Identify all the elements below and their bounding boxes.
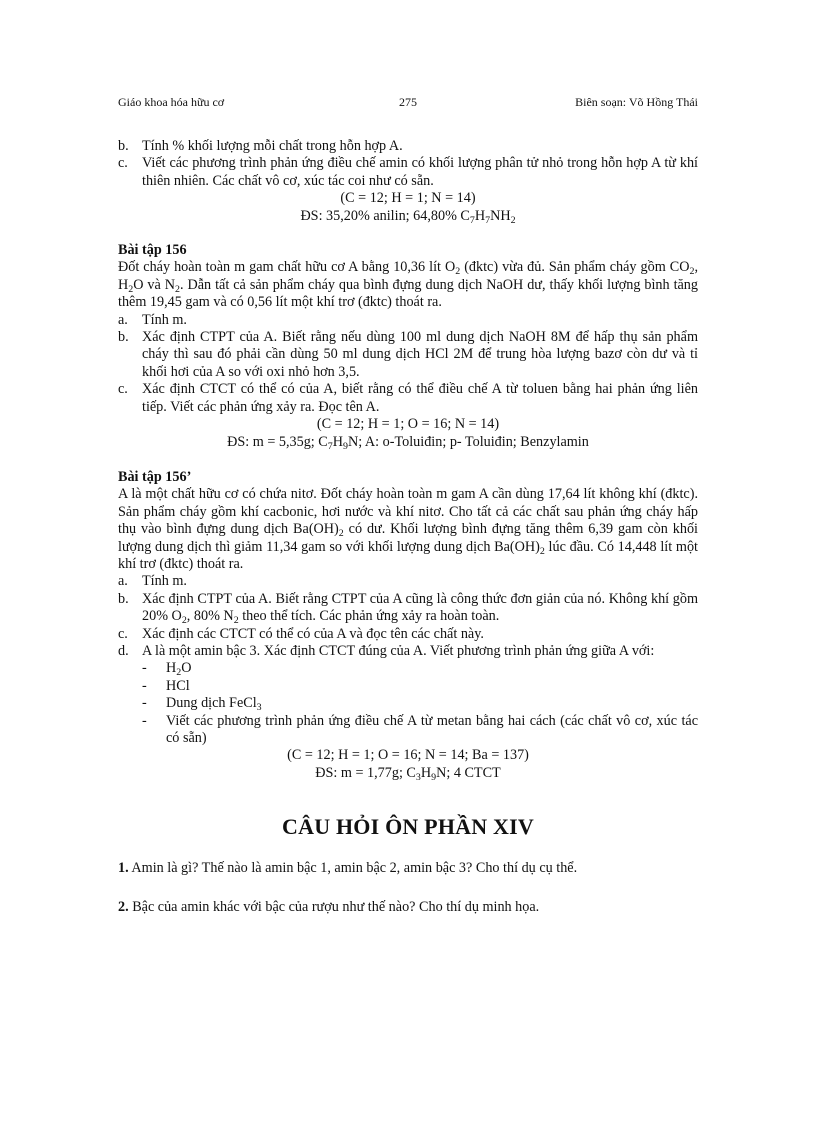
exercise-156-prime-statement: A là một chất hữu cơ có chứa nitơ. Đốt cháy hoàn toàn m gam A cần dùng 17,64 lít không khí (đktc). Sản phẩm cháy gồm khí cacbonic, hơi nước và khí nitơ. Cho tất cả các chất sau phản ứng cháy hấp thụ vào bình đựng dung dịch $Ba(OH)_2$ có dư. Khối lượng bình đựng tăng thêm 6,39 gam còn khối lượng dung dịch thì giảm 11,34 gam so với khối lượng dung dịch $Ba(OH)_2$ lúc đầu. Có 14,448 lít một khí trơ (đktc) thoát ra. bbox=[118, 486, 698, 572]
question-number: 1. bbox=[118, 859, 129, 876]
question-text: Amin là gì? Thế nào là amin bậc 1, amin bậc 2, amin bậc 3? Cho thí dụ cụ thể. bbox=[131, 859, 578, 876]
prev-item-b bbox=[118, 138, 698, 155]
review-question-2 bbox=[118, 899, 698, 916]
header-page-number: 275 bbox=[399, 95, 417, 109]
sub-item-water: - $H_2O$ bbox=[142, 660, 192, 679]
exercise-heading-156: Bài tập 156 bbox=[118, 242, 187, 259]
exercise-156-statement: Đốt cháy hoàn toàn m gam chất hữu cơ A bằng 10,36 lít $O_2$ (đktc) vừa đủ. Sản phẩm cháy gồm $CO_2$, $H_2O$ và $N_2$. Dẫn tất cả sản phẩm cháy qua bình đựng dung dịch NaOH dư, thấy khối lượng bình tăng thêm 19,45 gam và có 0,56 lít một khí trơ (đktc) thoát ra. bbox=[118, 259, 698, 311]
item-text: Tính % khối lượng mỗi chất trong hỗn hợp A. bbox=[142, 138, 403, 154]
header-book-title: Giáo khoa hóa hữu cơ bbox=[118, 95, 225, 109]
item-text: Viết các phương trình phản ứng điều chế amin có khối lượng phân tử nhỏ trong hỗn hợp A từ khí thiên nhiên. Các chất vô cơ, xúc tác coi như có sẵn. bbox=[142, 155, 698, 189]
exercise-156-prime-item-a: a. Tính m. bbox=[118, 573, 187, 590]
page-header bbox=[118, 95, 698, 111]
question-number: 2. bbox=[118, 899, 129, 916]
review-question-1 bbox=[118, 860, 698, 877]
question-text: Bậc của amin khác với bậc của rượu như thế nào? Cho thí dụ minh họa. bbox=[132, 899, 540, 916]
answer-line: ĐS: m = 1,77g; $C_3H_9N$; 4 CTCT bbox=[315, 764, 501, 783]
exercise-heading-156-prime: Bài tập 156’ bbox=[118, 468, 192, 485]
exercise-156-item-a: a. Tính m. bbox=[118, 311, 187, 328]
sub-item-synthesis: - Viết các phương trình phản ứng điều chế A từ metan bằng hai cách (các chất vô cơ, xúc tác có sẵn) bbox=[142, 712, 698, 746]
sub-item-hcl: - HCl bbox=[142, 677, 190, 694]
atomic-masses: (C = 12; H = 1; O = 16; N = 14; Ba = 137) bbox=[287, 747, 529, 764]
sub-item-fecl3: - Dung dịch FeCl$_3$ bbox=[142, 695, 262, 714]
header-author: Biên soạn: Võ Hồng Thái bbox=[575, 95, 698, 109]
document-body bbox=[118, 138, 698, 916]
exercise-156-item-c: c. Xác định CTCT có thể có của A, biết rằng có thể điều chế A từ toluen bằng hai phản ứng liên tiếp. Viết các phản ứng xảy ra. Đọc tên A. bbox=[118, 381, 698, 415]
atomic-masses: (C = 12; H = 1; N = 14) bbox=[340, 190, 476, 207]
answer-line: ĐS: m = 5,35g; $C_7H_9N$; A: o-Toluiđin; p- Toluiđin; Benzylamin bbox=[227, 433, 589, 452]
item-label: c. bbox=[118, 155, 128, 172]
exercise-156-prime-item-b: b. Xác định CTPT của A. Biết rằng CTPT của A cũng là công thức đơn giản của nó. Không khí gồm 20% $O_2$, 80% $N_2$ theo thể tích. Các phản ứng xảy ra hoàn toàn. bbox=[118, 590, 698, 627]
item-label: b. bbox=[118, 138, 129, 154]
prev-item-c bbox=[118, 155, 698, 190]
exercise-156-prime-item-d: d. A là một amin bậc 3. Xác định CTCT đúng của A. Viết phương trình phản ứng giữa A với: bbox=[118, 642, 655, 659]
exercise-156-item-b: b. Xác định CTPT của A. Biết rằng nếu dùng 100 ml dung dịch NaOH 8M để hấp thụ sản phẩm cháy thì sau đó phải cần dùng 50 ml dung dịch HCl 2M để trung hòa lượng bazơ còn dư và tỉ khối hơi của A so với oxi nhỏ hơn 3,5. bbox=[118, 329, 698, 380]
answer-line: ĐS: 35,20% anilin; 64,80% $C_7H_7NH_2$ bbox=[300, 207, 516, 226]
section-title: CÂU HỎI ÔN PHẦN XIV bbox=[282, 814, 534, 840]
exercise-156-prime-item-c: c. Xác định các CTCT có thể có của A và đọc tên các chất này. bbox=[118, 625, 484, 642]
atomic-masses: (C = 12; H = 1; O = 16; N = 14) bbox=[316, 416, 500, 433]
